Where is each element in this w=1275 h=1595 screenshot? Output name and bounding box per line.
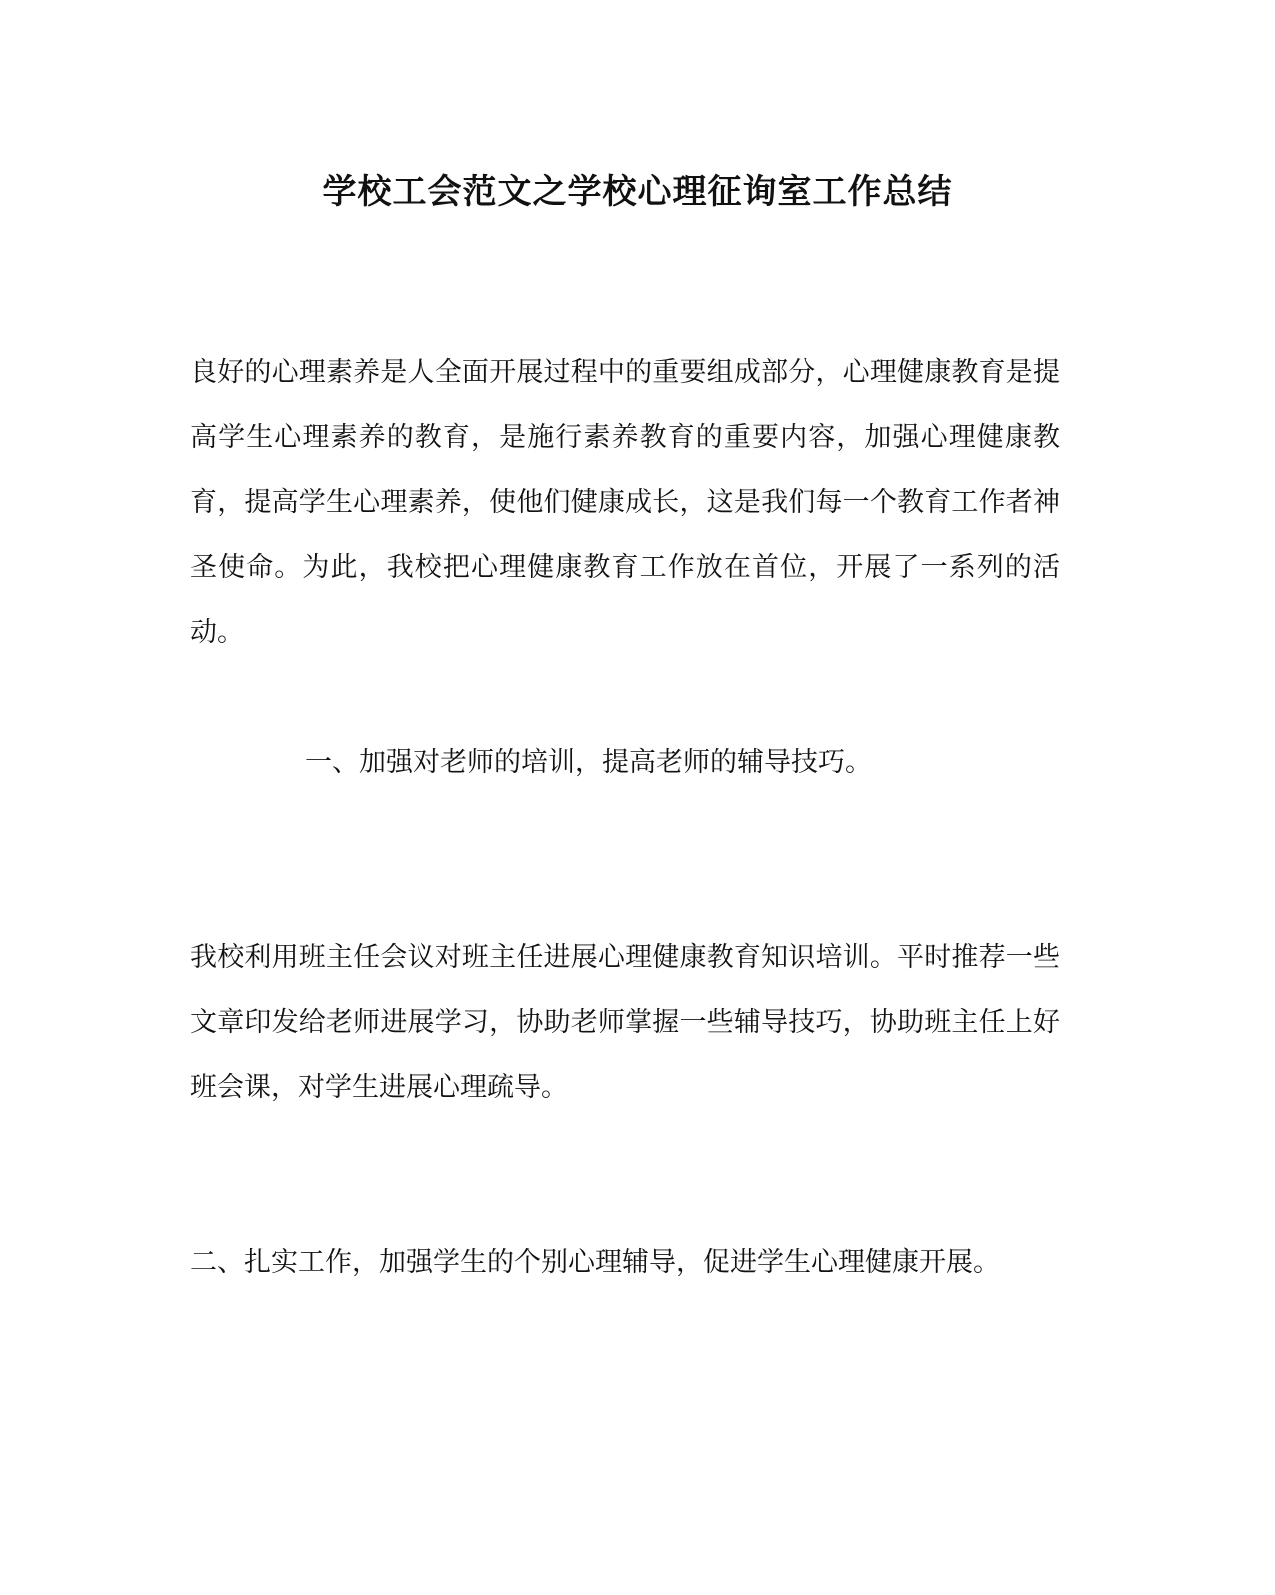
document-title: 学校工会范文之学校心理征询室工作总结: [322, 172, 953, 212]
body-paragraph-training: 我校利用班主任会议对班主任进展心理健康教育知识培训。平时推荐一些文章印发给老师进展学习，协助老师掌握一些辅导技巧，协助班主任上好班会课，对学生进展心理疏导。: [190, 942, 1060, 1103]
section-heading-two: 二、扎实工作，加强学生的个别心理辅导，促进学生心理健康开展。: [190, 1247, 1000, 1278]
body-paragraph-intro: 良好的心理素养是人全面开展过程中的重要组成部分，心理健康教育是提高学生心理素养的教育，是施行素养教育的重要内容，加强心理健康教育，提高学生心理素养，使他们健康成长，这是我们每一个教育工作者神圣使命。为此，我校把心理健康教育工作放在首位，开展了一系列的活动。: [190, 357, 1060, 648]
section-heading-one: 一、加强对老师的培训，提高老师的辅导技巧。: [305, 747, 872, 778]
